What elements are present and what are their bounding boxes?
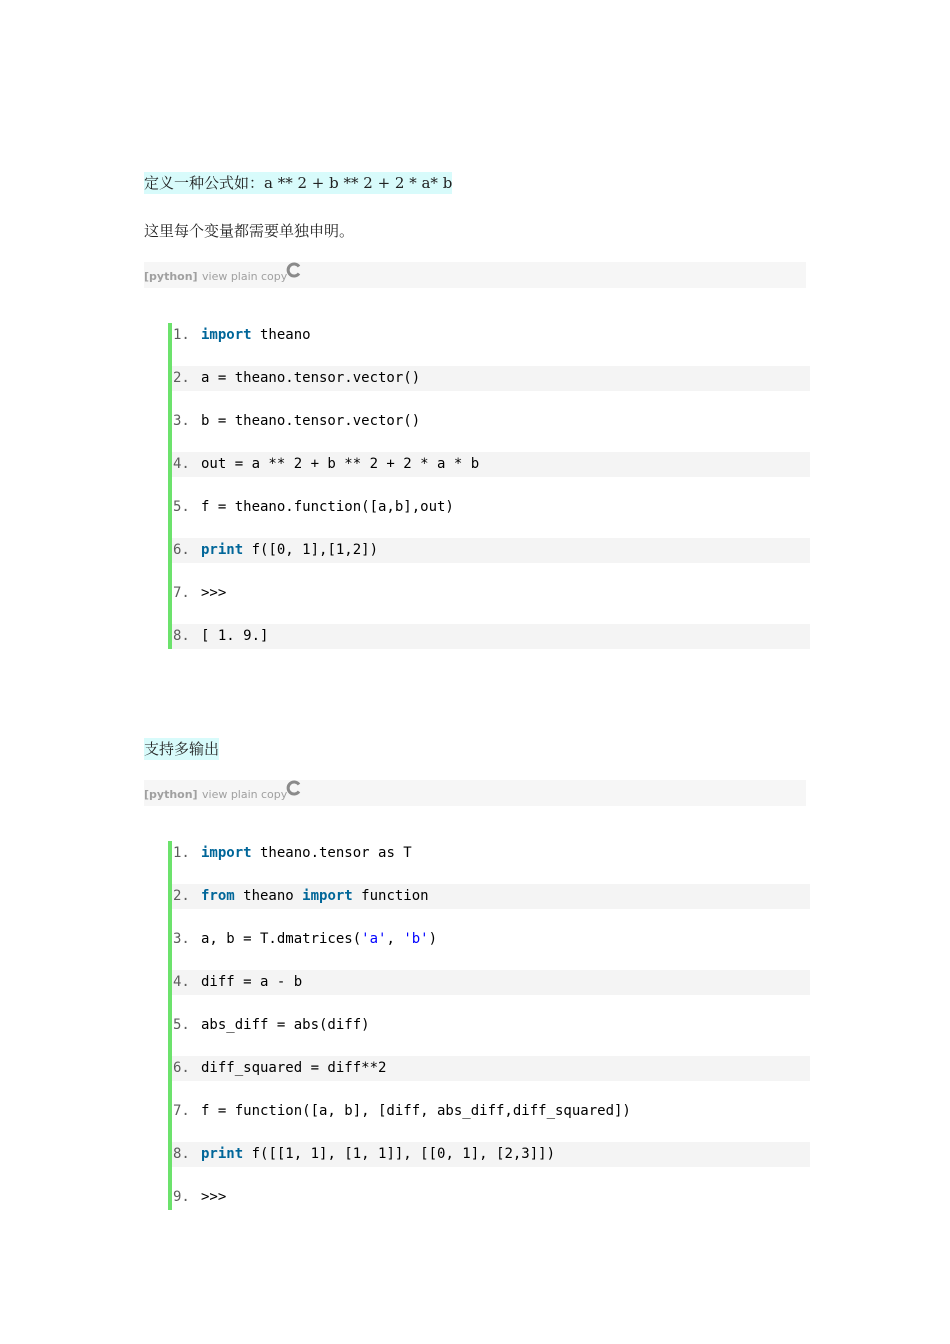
code-text: >>> bbox=[201, 585, 227, 601]
code-text: >>> bbox=[201, 1189, 227, 1205]
code-line bbox=[172, 409, 810, 452]
code-line bbox=[172, 624, 810, 649]
variable-note: 这里每个变量都需要单独申明。 bbox=[144, 222, 355, 240]
code-line bbox=[172, 538, 810, 581]
code-toolbar bbox=[144, 780, 806, 806]
code-text: f = theano.function([a,b],out) bbox=[201, 499, 454, 515]
code-text bbox=[201, 842, 412, 864]
code-fragment: f([[1, 1], [1, 1]], [[0, 1], [2,3]]) bbox=[243, 1146, 556, 1162]
code-block-2 bbox=[168, 841, 810, 1210]
code-text: out = a ** 2 + b ** 2 + 2 * a * b bbox=[201, 456, 480, 472]
code-text: abs_diff = abs(diff) bbox=[201, 1017, 370, 1033]
code-text bbox=[201, 885, 429, 907]
line-number: 4. bbox=[173, 974, 190, 990]
code-text bbox=[201, 539, 378, 561]
line-number: 8. bbox=[173, 1146, 190, 1162]
line-number: 2. bbox=[173, 370, 190, 386]
code-block-1 bbox=[168, 323, 810, 649]
code-fragment: f([0, 1],[1,2]) bbox=[243, 542, 379, 558]
section-heading-multi-output: 支持多输出 bbox=[144, 740, 220, 758]
line-number: 9. bbox=[173, 1189, 190, 1205]
code-toolbar bbox=[144, 262, 806, 288]
line-number: 3. bbox=[173, 931, 190, 947]
line-number: 1. bbox=[173, 845, 190, 861]
copy-link[interactable]: copy bbox=[261, 270, 288, 283]
code-line bbox=[172, 970, 810, 1013]
code-line bbox=[172, 366, 810, 409]
code-line bbox=[172, 495, 810, 538]
copy-icon[interactable] bbox=[285, 780, 301, 796]
code-line bbox=[172, 1185, 810, 1210]
keyword: print bbox=[201, 542, 244, 558]
code-text: f = function([a, b], [diff, abs_diff,diff_squared]) bbox=[201, 1103, 631, 1119]
code-fragment: theano bbox=[251, 327, 311, 343]
keyword: import bbox=[201, 845, 252, 861]
code-text: [ 1. 9.] bbox=[201, 628, 269, 644]
keyword: import bbox=[201, 327, 252, 343]
copy-icon[interactable] bbox=[285, 262, 301, 278]
line-number: 1. bbox=[173, 327, 190, 343]
code-text: a = theano.tensor.vector() bbox=[201, 370, 421, 386]
code-line bbox=[172, 581, 810, 624]
code-text: diff = a - b bbox=[201, 974, 303, 990]
code-line bbox=[172, 323, 810, 366]
code-fragment: theano bbox=[234, 888, 303, 904]
code-fragment: theano.tensor as T bbox=[251, 845, 412, 861]
line-number: 7. bbox=[173, 1103, 190, 1119]
code-line bbox=[172, 1099, 810, 1142]
line-number: 3. bbox=[173, 413, 190, 429]
code-text bbox=[201, 1143, 555, 1165]
line-number: 2. bbox=[173, 888, 190, 904]
keyword: from bbox=[201, 888, 235, 904]
code-line bbox=[172, 1013, 810, 1056]
language-label: [python] bbox=[144, 788, 198, 801]
view-plain-link[interactable]: view plain bbox=[202, 788, 258, 801]
code-line bbox=[172, 1142, 810, 1185]
line-number: 4. bbox=[173, 456, 190, 472]
line-number: 6. bbox=[173, 542, 190, 558]
keyword: import bbox=[302, 888, 353, 904]
line-number: 7. bbox=[173, 585, 190, 601]
string-literal: 'b' bbox=[403, 931, 429, 947]
line-number: 6. bbox=[173, 1060, 190, 1076]
string-literal: 'a' bbox=[361, 931, 387, 947]
language-label: [python] bbox=[144, 270, 198, 283]
code-text bbox=[201, 324, 311, 346]
code-fragment: , bbox=[386, 931, 404, 947]
view-plain-link[interactable]: view plain bbox=[202, 270, 258, 283]
code-text: diff_squared = diff**2 bbox=[201, 1060, 387, 1076]
code-fragment: ) bbox=[428, 931, 438, 947]
keyword: print bbox=[201, 1146, 244, 1162]
code-line bbox=[172, 1056, 810, 1099]
code-text bbox=[201, 928, 437, 950]
code-fragment: function bbox=[352, 888, 429, 904]
copy-link[interactable]: copy bbox=[261, 788, 288, 801]
line-number: 5. bbox=[173, 1017, 190, 1033]
code-line bbox=[172, 927, 810, 970]
code-fragment: a, b = T.dmatrices( bbox=[201, 931, 362, 947]
code-line bbox=[172, 452, 810, 495]
line-number: 8. bbox=[173, 628, 190, 644]
code-text: b = theano.tensor.vector() bbox=[201, 413, 421, 429]
code-line bbox=[172, 884, 810, 927]
code-line bbox=[172, 841, 810, 884]
line-number: 5. bbox=[173, 499, 190, 515]
section-heading-formula: 定义一种公式如：a ** 2 + b ** 2 + 2 * a* b bbox=[144, 174, 453, 192]
